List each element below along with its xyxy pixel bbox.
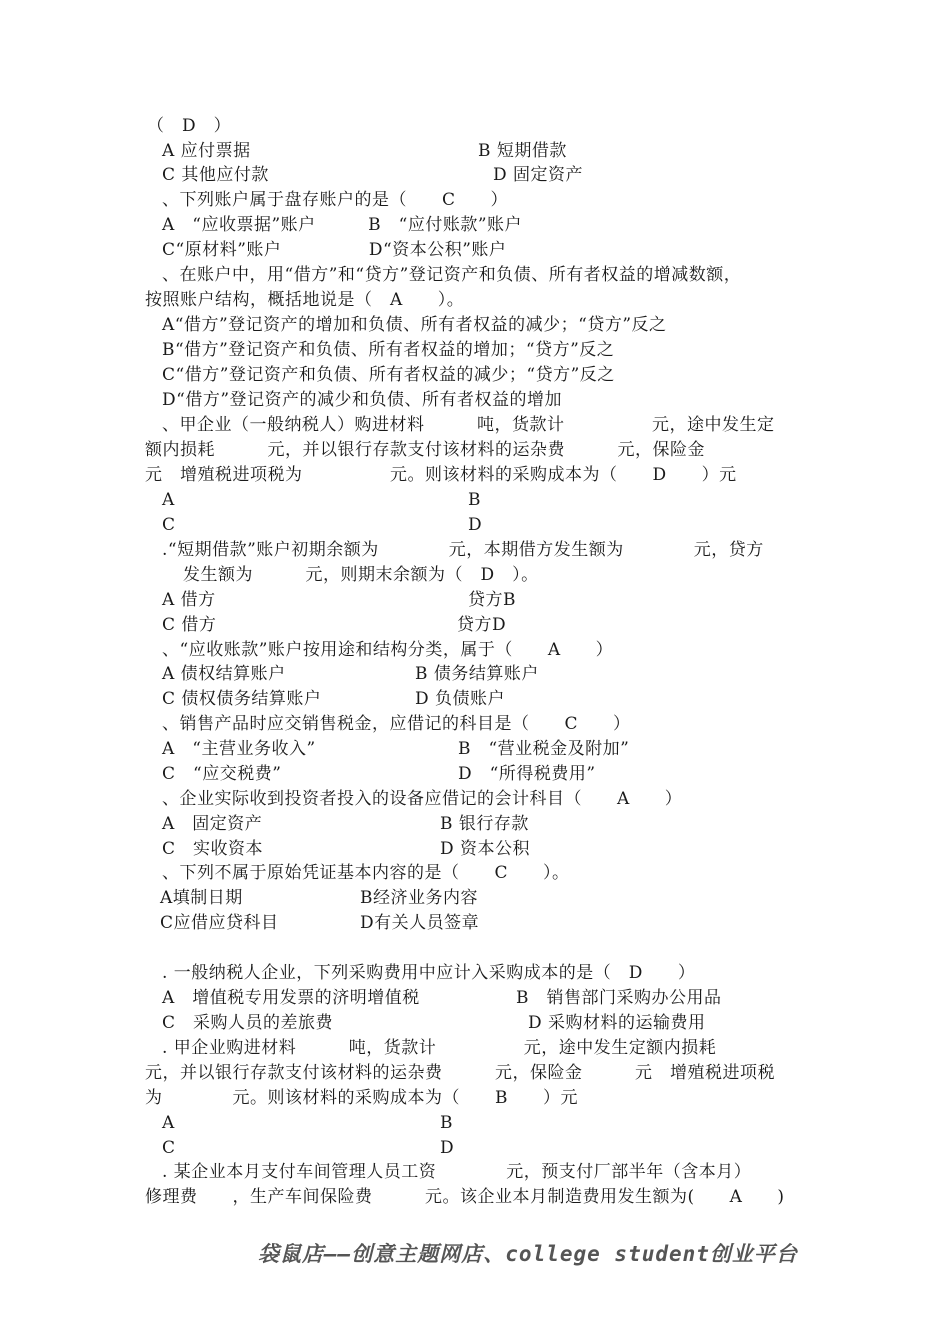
text-line: . 某企业本月支付车间管理人员工资 元，预支付厂部半年（含本月） [162, 1162, 752, 1182]
text-line: B 银行存款 [440, 814, 529, 834]
text-line: A [162, 490, 175, 510]
text-line: 贷方D [457, 615, 507, 635]
text-line: B [440, 1113, 453, 1133]
text-line: A填制日期 [160, 888, 243, 908]
text-line: （ D ） [147, 116, 232, 136]
text-line: D [440, 1138, 455, 1158]
text-line: C [162, 515, 176, 535]
text-line: B“借方”登记资产和负债、所有者权益的增加；“贷方”反之 [162, 340, 615, 360]
text-line: 额内损耗 元，并以银行存款支付该材料的运杂费 元，保险金 [145, 440, 705, 460]
text-line: A 固定资产 [162, 814, 263, 834]
footer-watermark: 袋鼠店——创意主题网店、college student创业平台 [258, 1242, 798, 1266]
text-line: D“借方”登记资产的减少和负债、所有者权益的增加 [162, 390, 563, 410]
text-line: . 甲企业购进材料 吨，货款计 元，途中发生定额内损耗 [162, 1038, 717, 1058]
text-line: 、甲企业（一般纳税人）购进材料 吨，货款计 元，途中发生定 [162, 415, 775, 435]
text-line: B 债务结算账户 [415, 664, 539, 684]
text-line: 发生额为 元，则期末余额为（ D ）。 [183, 565, 539, 585]
text-line: A 债权结算账户 [162, 664, 286, 684]
text-line: B经济业务内容 [360, 888, 478, 908]
text-line: A 应付票据 [162, 141, 251, 161]
text-line: D [468, 515, 483, 535]
text-line: 、下列账户属于盘存账户的是（ C ） [162, 190, 509, 210]
text-line: 元 增殖税进项税为 元。则该材料的采购成本为（ D ）元 [145, 465, 737, 485]
text-line: D 负债账户 [415, 689, 506, 709]
text-line: C 采购人员的差旅费 [162, 1013, 334, 1033]
text-line: 按照账户结构，概括地说是（ A ）。 [145, 290, 465, 310]
text-line: D “所得税费用” [458, 764, 596, 784]
text-line: .“短期借款”账户初期余额为 元，本期借方发生额为 元，贷方 [162, 540, 764, 560]
text-line: A [162, 1113, 175, 1133]
text-line: 、“应收账款”账户按用途和结构分类，属于（ A ） [162, 640, 614, 660]
text-line: B [468, 490, 481, 510]
text-line: D 采购材料的运输费用 [528, 1013, 706, 1033]
text-line: A 借方 [162, 590, 216, 610]
text-line: C “应交税费” [162, 764, 282, 784]
text-line: C [162, 1138, 176, 1158]
text-line: 贷方B [468, 590, 516, 610]
text-line: 、下列不属于原始凭证基本内容的是（ C ）。 [162, 863, 570, 883]
text-line: D 固定资产 [493, 165, 584, 185]
text-line: C应借应贷科目 [160, 913, 279, 933]
text-line: C 债权债务结算账户 [162, 689, 322, 709]
text-line: 修理费 ，生产车间保险费 元。该企业本月制造费用发生额为( A ) [145, 1187, 785, 1207]
text-line: A“借方”登记资产的增加和负债、所有者权益的减少；“贷方”反之 [162, 315, 667, 335]
text-line: B “营业税金及附加” [458, 739, 630, 759]
text-line: D 资本公积 [440, 839, 531, 859]
text-line: A “主营业务收入” [162, 739, 316, 759]
text-line: C“原材料”账户 D“资本公积”账户 [162, 240, 507, 260]
text-line: A 增值税专用发票的济明增值税 [162, 988, 420, 1008]
text-line: C 其他应付款 [162, 165, 269, 185]
text-line: 元，并以银行存款支付该材料的运杂费 元，保险金 元 增殖税进项税 [145, 1063, 775, 1083]
text-line: . 一般纳税人企业，下列采购费用中应计入采购成本的是（ D ） [162, 963, 696, 983]
text-line: C“借方”登记资产和负债、所有者权益的减少；“贷方”反之 [162, 365, 615, 385]
text-line: A “应收票据”账户 B “应付账款”账户 [162, 215, 523, 235]
text-line: D有关人员签章 [360, 913, 480, 933]
text-line: C 借方 [162, 615, 217, 635]
text-line: 、企业实际收到投资者投入的设备应借记的会计科目（ A ） [162, 789, 683, 809]
text-line: B 短期借款 [478, 141, 567, 161]
text-line: 为 元。则该材料的采购成本为（ B ）元 [145, 1088, 578, 1108]
text-line: 、销售产品时应交销售税金，应借记的科目是（ C ） [162, 714, 631, 734]
text-line: B 销售部门采购办公用品 [516, 988, 722, 1008]
text-line: C 实收资本 [162, 839, 264, 859]
text-line: 、在账户中，用“借方”和“贷方”登记资产和负债、所有者权益的增减数额， [162, 265, 742, 285]
